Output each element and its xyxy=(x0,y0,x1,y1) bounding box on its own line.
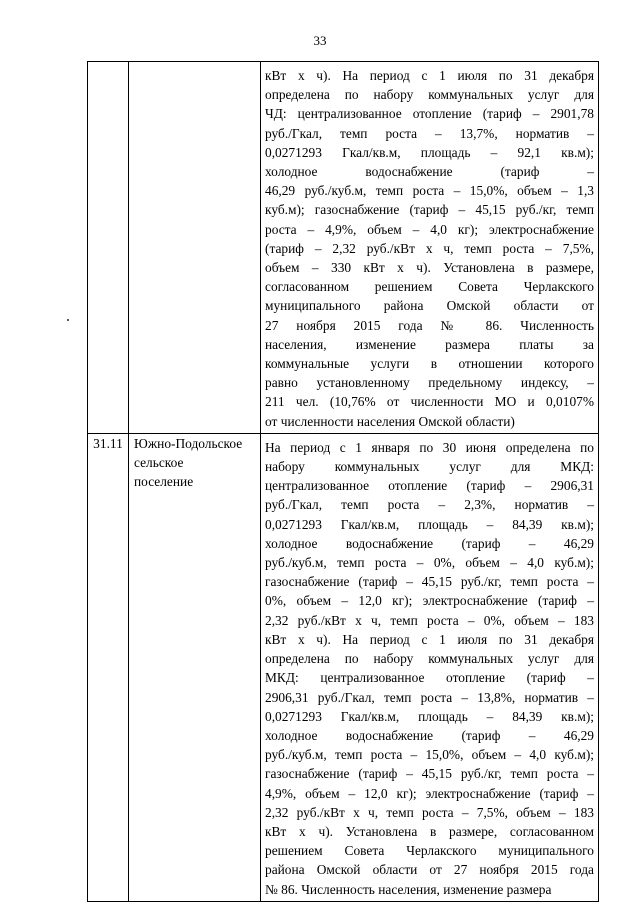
description-line: 211 чел. (10,76% от численности МО и 0,0107% xyxy=(265,394,594,410)
description-line: холодное водоснабжение (тариф – 46,29 xyxy=(265,535,594,551)
table-row xyxy=(88,62,599,434)
description-line: МКД: централизованное отопление (тариф – xyxy=(265,670,594,686)
description-line: определена по набору коммунальных услуг для xyxy=(265,87,594,103)
description-line: холодное водоснабжение (тариф – 46,29 xyxy=(265,727,594,743)
description-line: решением Совета Черлакского муниципального xyxy=(265,843,594,859)
municipality-name-line: поселение xyxy=(134,473,194,489)
description-line: руб./куб.м, темп роста – 15,0%, объем – 4,0 куб.м); xyxy=(265,747,594,763)
table-row xyxy=(88,433,599,901)
row-number: 31.11 xyxy=(93,435,123,451)
description-line: (тариф – 2,32 руб./кВт х ч, темп роста – 7,5%, xyxy=(265,240,594,256)
description-line: определена по набору коммунальных услуг для xyxy=(265,651,594,667)
scan-speck xyxy=(67,319,69,321)
description-cell xyxy=(261,62,599,434)
page-number: 33 xyxy=(313,33,327,48)
description-line: газоснабжение (тариф – 45,15 руб./кг, темп роста – xyxy=(265,574,594,590)
description-line: 2,32 руб./кВт х ч, темп роста – 7,5%, объем – 183 xyxy=(265,804,594,820)
description-line: района Омской области от 27 ноября 2015 года xyxy=(265,862,594,878)
description-line: 2906,31 руб./Гкал, темп роста – 13,8%, норматив – xyxy=(265,689,594,705)
description-line: населения, изменение размера платы за xyxy=(265,336,594,352)
description-line: ЧД: централизованное отопление (тариф – 2901,78 xyxy=(265,106,594,122)
description-line: набору коммунальных услуг для МКД: xyxy=(265,459,594,475)
description-line: кВт х ч). На период с 1 июля по 31 декабря xyxy=(265,68,594,83)
description-line: холодное водоснабжение (тариф – xyxy=(265,164,594,180)
description-line: кВт х ч). На период с 1 июля по 31 декабря xyxy=(265,631,594,647)
municipality-name-line: Южно-Подольское xyxy=(134,435,243,451)
description-line: 0,0271293 Гкал/кв.м, площадь – 92,1 кв.м); xyxy=(265,144,594,160)
description-line: 2,32 руб./кВт х ч, темп роста – 0%, объем – 183 xyxy=(265,612,594,628)
description-text xyxy=(261,434,598,901)
description-line: № 86. Численность населения, изменение размера xyxy=(265,881,552,897)
row-number-cell xyxy=(88,433,129,901)
municipality-name-cell xyxy=(129,62,261,434)
description-line: 46,29 руб./куб.м, темп роста – 15,0%, объем – 1,3 xyxy=(265,183,594,199)
description-line: коммунальные услуги в отношении которого xyxy=(265,356,594,372)
description-line: На период с 1 января по 30 июня определена по xyxy=(265,439,594,455)
description-line: 0,0271293 Гкал/кв.м, площадь – 84,39 кв.м); xyxy=(265,516,594,532)
description-line: равно установленному предельному индексу, – xyxy=(265,375,594,391)
description-line: централизованное отопление (тариф – 2906,31 xyxy=(265,478,594,494)
tariff-table xyxy=(87,61,599,902)
row-number-cell xyxy=(88,62,129,434)
description-line: газоснабжение (тариф – 45,15 руб./кг, темп роста – xyxy=(265,766,594,782)
description-line: руб./Гкал, темп роста – 13,7%, норматив – xyxy=(265,125,594,141)
description-line: 0%, объем – 12,0 кг); электроснабжение (тариф – xyxy=(265,593,594,609)
description-line: 27 ноября 2015 года № 86. Численность xyxy=(265,317,594,333)
description-line: объем – 330 кВт х ч). Установлена в размере, xyxy=(265,260,594,276)
municipality-name-cell xyxy=(129,433,261,901)
description-line: 0,0271293 Гкал/кв.м, площадь – 84,39 кв.м); xyxy=(265,708,594,724)
description-cell xyxy=(261,433,599,901)
description-line: муниципального района Омской области от xyxy=(265,298,594,314)
description-line: от численности населения Омской области) xyxy=(265,413,515,429)
description-line: роста – 4,9%, объем – 4,0 кг); электроснабжение xyxy=(265,221,594,237)
description-line: согласованном решением Совета Черлакского xyxy=(265,279,594,295)
description-line: руб./Гкал, темп роста – 2,3%, норматив – xyxy=(265,497,594,513)
description-line: кВт х ч). Установлена в размере, согласованном xyxy=(265,823,594,839)
description-text xyxy=(261,62,598,433)
description-line: 4,9%, объем – 12,0 кг); электроснабжение (тариф – xyxy=(265,785,594,801)
description-line: руб./куб.м, темп роста – 0%, объем – 4,0 куб.м); xyxy=(265,555,594,571)
description-line: куб.м); газоснабжение (тариф – 45,15 руб./кг, темп xyxy=(265,202,594,218)
municipality-name xyxy=(129,434,260,491)
municipality-name-line: сельское xyxy=(134,454,184,470)
